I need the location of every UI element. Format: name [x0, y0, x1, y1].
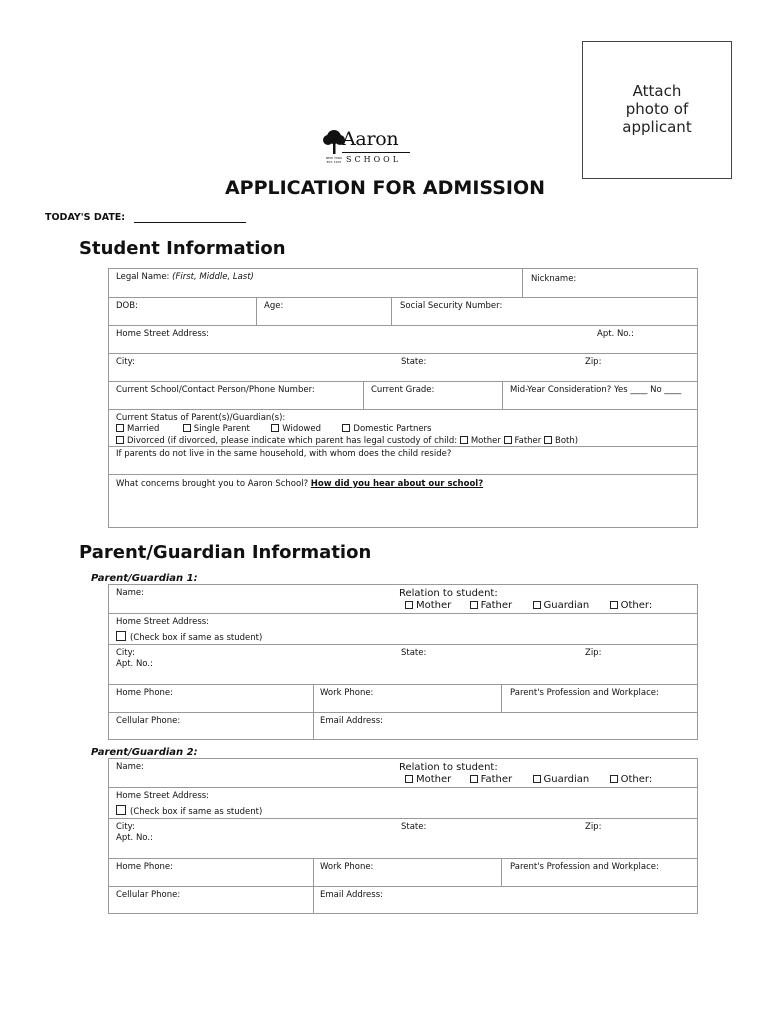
student-row-household [109, 446, 697, 475]
photo-line-2: photo of [625, 100, 689, 118]
photo-instruction [583, 82, 731, 136]
pg1-zip-label: Zip: [585, 648, 602, 658]
pg2-guardian-checkbox[interactable] [533, 775, 541, 783]
student-row-school [109, 381, 697, 410]
pg1-father-label: Father [480, 600, 513, 611]
married-label: Married [127, 424, 160, 434]
student-address-field[interactable] [109, 326, 697, 354]
pg2-work-phone-field[interactable] [313, 859, 502, 887]
pg2-mother-checkbox[interactable] [405, 775, 413, 783]
pg1-profession-field[interactable] [501, 685, 697, 713]
current-school-field[interactable] [109, 382, 363, 410]
pg1-home-phone-field[interactable] [109, 685, 313, 713]
student-address-label: Home Street Address: [116, 329, 210, 339]
married-option[interactable] [116, 424, 159, 434]
pg2-cell-phone-label: Cellular Phone: [116, 890, 181, 900]
hear-about-label: How did you hear about our school? [310, 479, 484, 489]
todays-date-label: TODAY'S DATE: [45, 212, 126, 223]
student-zip-label: Zip: [585, 357, 602, 367]
pg2-other-option[interactable] [610, 774, 653, 785]
pg1-other-option[interactable] [610, 600, 653, 611]
pg1-table [108, 584, 698, 740]
custody-both-label: Both) [554, 436, 579, 446]
pg2-cell-phone-field[interactable] [109, 887, 313, 914]
photo-box [582, 41, 732, 179]
status-label: Current Status of Parent(s)/Guardian(s): [116, 413, 286, 423]
pg1-other-label: Other: [620, 600, 653, 611]
pg1-father-option[interactable] [470, 600, 512, 611]
single-parent-checkbox[interactable] [183, 424, 191, 432]
midyear-label: Mid-Year Consideration? Yes ____ No ____ [510, 385, 682, 395]
student-city-field[interactable] [109, 354, 697, 382]
single-parent-label: Single Parent [193, 424, 250, 434]
pg1-address-field[interactable] [109, 614, 697, 645]
pg1-email-field[interactable] [313, 713, 697, 740]
single-parent-option[interactable] [183, 424, 250, 434]
pg2-city-label: City: [116, 822, 135, 832]
pg1-address-label: Home Street Address: [116, 617, 210, 627]
household-label: If parents do not live in the same household, with whom does the child reside? [116, 449, 452, 459]
legal-name-label: Legal Name: [116, 272, 170, 282]
pg1-work-phone-label: Work Phone: [320, 688, 374, 698]
pg2-address-field[interactable] [109, 788, 697, 819]
pg2-row-name [109, 759, 697, 787]
pg2-home-phone-label: Home Phone: [116, 862, 173, 872]
pg1-row-city [109, 644, 697, 685]
pg1-profession-label: Parent's Profession and Workplace: [510, 688, 659, 698]
custody-both-checkbox[interactable] [544, 436, 552, 444]
pg2-home-phone-field[interactable] [109, 859, 313, 887]
pg1-same-label: (Check box if same as student) [130, 633, 263, 643]
pg1-mother-checkbox[interactable] [405, 601, 413, 609]
pg2-father-option[interactable] [470, 774, 512, 785]
ssn-label: Social Security Number: [400, 301, 503, 311]
nickname-field[interactable] [522, 269, 697, 297]
parent-info-heading: Parent/Guardian Information [79, 542, 372, 563]
photo-line-1: Attach [632, 82, 682, 100]
widowed-label: Widowed [282, 424, 321, 434]
pg1-row-cell [109, 712, 697, 740]
pg2-same-option[interactable] [116, 805, 262, 817]
pg2-relation-field [392, 759, 697, 787]
pg2-profession-label: Parent's Profession and Workplace: [510, 862, 659, 872]
pg1-row-phone [109, 684, 697, 713]
pg2-email-field[interactable] [313, 887, 697, 914]
pg2-other-checkbox[interactable] [610, 775, 618, 783]
pg1-relation-field [392, 585, 697, 613]
concerns-label: What concerns brought you to Aaron School? [116, 479, 309, 489]
pg1-same-option[interactable] [116, 631, 262, 643]
logo-rule [342, 152, 410, 153]
ssn-field[interactable] [391, 298, 697, 326]
pg2-apt-label: Apt. No.: [116, 833, 153, 843]
pg2-mother-label: Mother [416, 774, 452, 785]
pg2-mother-option[interactable] [405, 774, 451, 785]
pg2-guardian-option[interactable] [533, 774, 590, 785]
student-info-heading: Student Information [79, 238, 286, 259]
custody-father-label: Father [514, 436, 542, 446]
pg1-mother-option[interactable] [405, 600, 451, 611]
pg2-work-phone-label: Work Phone: [320, 862, 374, 872]
student-state-label: State: [401, 357, 427, 367]
nickname-label: Nickname: [531, 274, 577, 284]
custody-mother-option[interactable] [460, 436, 501, 446]
pg2-email-label: Email Address: [320, 890, 383, 900]
pg1-name-field[interactable] [109, 585, 392, 613]
pg2-father-checkbox[interactable] [470, 775, 478, 783]
legal-name-hint: (First, Middle, Last) [172, 272, 254, 282]
divorced-option[interactable] [116, 436, 457, 446]
pg2-other-label: Other: [620, 774, 653, 785]
domestic-partners-option[interactable] [342, 424, 431, 434]
logo-wordmark: Aaron [342, 128, 399, 150]
student-row-name [109, 269, 697, 297]
custody-father-option[interactable] [504, 436, 542, 446]
pg2-profession-field[interactable] [501, 859, 697, 887]
school-logo [322, 128, 412, 168]
todays-date-field[interactable] [134, 222, 246, 223]
current-school-label: Current School/Contact Person/Phone Number: [116, 385, 315, 395]
divorced-checkbox[interactable] [116, 436, 124, 444]
pg2-row-address [109, 787, 697, 819]
student-city-label: City: [116, 357, 135, 367]
pg1-other-checkbox[interactable] [610, 601, 618, 609]
dob-label: DOB: [116, 301, 138, 311]
student-row-address [109, 325, 697, 354]
domestic-partners-checkbox[interactable] [342, 424, 350, 432]
pg2-name-label: Name: [116, 762, 144, 772]
page-title: APPLICATION FOR ADMISSION [224, 177, 546, 199]
pg2-same-checkbox[interactable] [116, 805, 126, 815]
pg2-same-label: (Check box if same as student) [130, 807, 263, 817]
pg2-father-label: Father [480, 774, 513, 785]
custody-mother-checkbox[interactable] [460, 436, 468, 444]
student-row-concerns [109, 474, 697, 528]
age-field[interactable] [256, 298, 392, 326]
pg1-email-label: Email Address: [320, 716, 383, 726]
pg2-name-field[interactable] [109, 759, 392, 787]
pg1-relation-label: Relation to student: [399, 588, 498, 599]
pg2-zip-label: Zip: [585, 822, 602, 832]
pg1-row-name [109, 585, 697, 613]
pg2-relation-label: Relation to student: [399, 762, 498, 773]
student-row-status [109, 409, 697, 447]
pg2-address-label: Home Street Address: [116, 791, 210, 801]
pg1-row-address [109, 613, 697, 645]
midyear-field[interactable] [502, 382, 697, 410]
pg1-same-checkbox[interactable] [116, 631, 126, 641]
pg1-cell-phone-field[interactable] [109, 713, 313, 740]
student-info-table [108, 268, 698, 528]
current-grade-label: Current Grade: [371, 385, 435, 395]
pg2-city-field[interactable] [109, 819, 697, 859]
pg1-work-phone-field[interactable] [313, 685, 502, 713]
pg1-mother-label: Mother [416, 600, 452, 611]
pg2-state-label: State: [401, 822, 427, 832]
pg2-heading: Parent/Guardian 2: [91, 747, 198, 758]
legal-name-field[interactable] [109, 269, 522, 297]
pg1-father-checkbox[interactable] [470, 601, 478, 609]
pg2-row-city [109, 818, 697, 859]
pg1-guardian-checkbox[interactable] [533, 601, 541, 609]
custody-both-option[interactable] [544, 436, 578, 446]
custody-mother-label: Mother [470, 436, 501, 446]
pg1-name-label: Name: [116, 588, 144, 598]
photo-line-3: applicant [622, 118, 692, 136]
logo-school: SCHOOL [346, 155, 402, 164]
pg1-city-label: City: [116, 648, 135, 658]
pg2-row-cell [109, 886, 697, 914]
custody-father-checkbox[interactable] [504, 436, 512, 444]
concerns-field[interactable] [109, 475, 697, 528]
student-apt-label: Apt. No.: [597, 329, 634, 339]
household-field[interactable] [109, 447, 697, 475]
current-grade-field[interactable] [363, 382, 503, 410]
pg1-guardian-option[interactable] [533, 600, 590, 611]
domestic-partners-label: Domestic Partners [353, 424, 432, 434]
pg2-guardian-label: Guardian [543, 774, 590, 785]
widowed-option[interactable] [271, 424, 321, 434]
divorced-label: Divorced (if divorced, please indicate which parent has legal custody of child: [127, 436, 458, 446]
pg2-row-phone [109, 858, 697, 887]
pg1-city-field[interactable] [109, 645, 697, 685]
dob-field[interactable] [109, 298, 256, 326]
pg2-table [108, 758, 698, 914]
student-row-dob [109, 297, 697, 326]
pg1-apt-label: Apt. No.: [116, 659, 153, 669]
logo-tagline: NEW YORK EST. 1997 [325, 156, 343, 164]
age-label: Age: [264, 301, 284, 311]
pg1-home-phone-label: Home Phone: [116, 688, 173, 698]
pg1-state-label: State: [401, 648, 427, 658]
student-row-city [109, 353, 697, 382]
pg1-heading: Parent/Guardian 1: [91, 573, 198, 584]
widowed-checkbox[interactable] [271, 424, 279, 432]
married-checkbox[interactable] [116, 424, 124, 432]
pg1-guardian-label: Guardian [543, 600, 590, 611]
pg1-cell-phone-label: Cellular Phone: [116, 716, 181, 726]
